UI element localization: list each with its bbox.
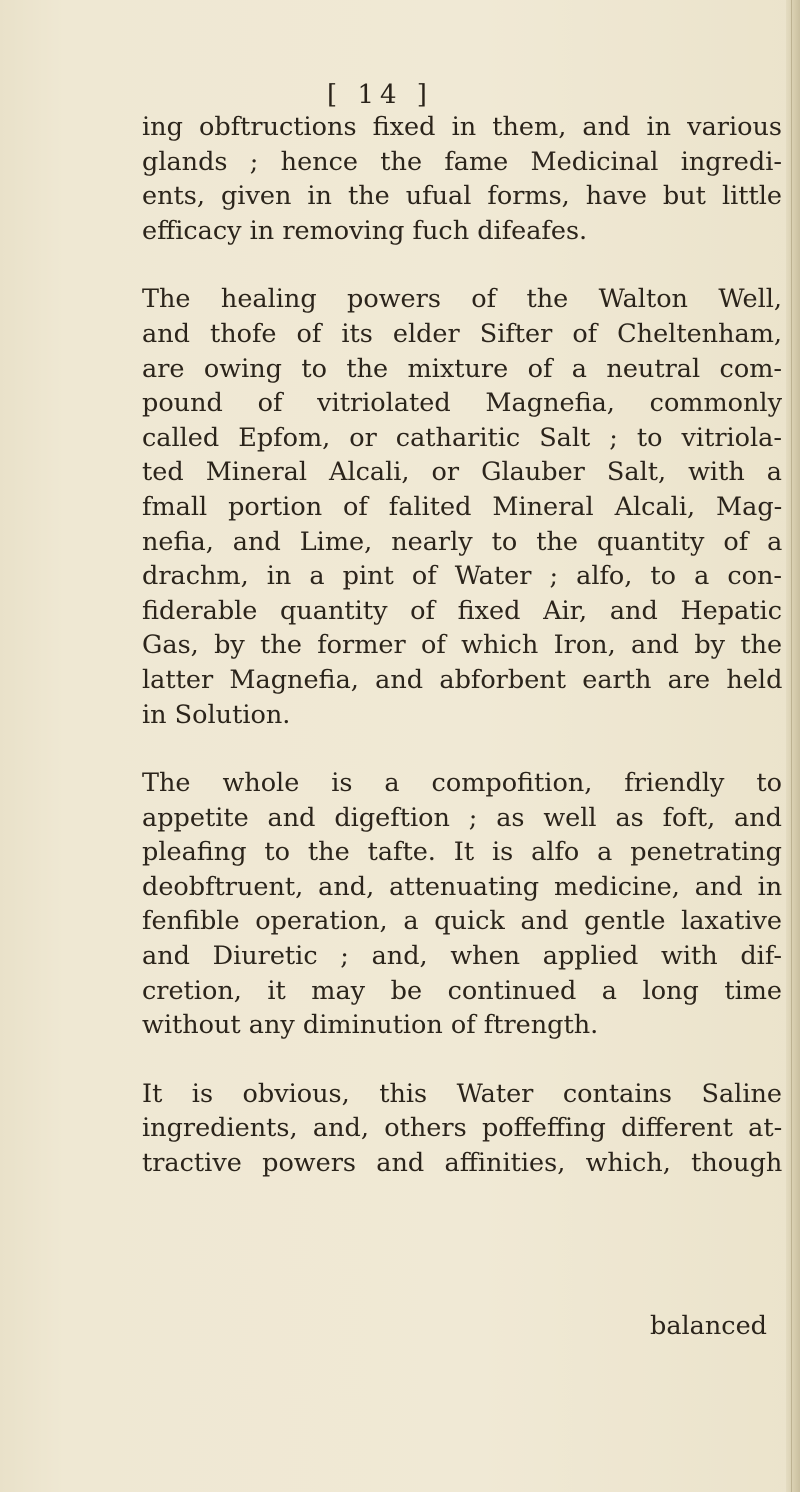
text-line: fmall portion of falited Mineral Alcali, Mag- [142, 491, 783, 522]
text-line: are owing to the mixture of a neutral com- [142, 353, 782, 384]
paragraph-2 [142, 282, 782, 732]
text-line: fiderable quantity of fixed Air, and Hepatic [142, 595, 782, 626]
text-line: tractive powers and affinities, which, though [142, 1148, 783, 1179]
text-line: pleafing to the tafte. It is alfo a penetrating [142, 837, 782, 868]
text-line: glands ; hence the fame Medicinal ingredi- [142, 146, 782, 177]
text-line: ents, given in the ufual forms, have but little [142, 181, 782, 212]
text-line: and thofe of its elder Sifter of Cheltenham, [142, 318, 782, 349]
text-line: The whole is a compofition, friendly to [142, 768, 782, 799]
text-line: deobftruent, and, attenuating medicine, and in [142, 871, 783, 902]
text-line: cretion, it may be continued a long time [142, 975, 782, 1006]
page-edge [786, 0, 800, 1492]
text-line: called Epfom, or catharitic Salt ; to vitriola- [142, 422, 782, 453]
text-line: without any diminution of ftrength. [142, 1010, 599, 1041]
text-line: efficacy in removing fuch difeafes. [142, 215, 588, 246]
catchword: balanced [650, 1311, 768, 1341]
text-line: The healing powers of the Walton Well, [142, 284, 782, 315]
text-line: latter Magnefia, and abforbent earth are held [142, 664, 783, 695]
text-line: nefia, and Lime, nearly to the quantity of a [142, 526, 783, 557]
text-line: Gas, by the former of which Iron, and by the [142, 630, 783, 661]
text-line: appetite and digeftion ; as well as foft, and [142, 802, 782, 833]
page-number: [ 14 ] [327, 80, 433, 110]
text-line: ing obftructions fixed in them, and in various [142, 112, 782, 142]
text-line: It is obvious, this Water contains Saline [142, 1078, 782, 1109]
page-edge-line [791, 0, 792, 1492]
text-line: pound of vitriolated Magnefia, commonly [142, 388, 782, 419]
text-line: ingredients, and, others poffeffing different at- [142, 1113, 783, 1144]
text-line: fenfible operation, a quick and gentle laxative [142, 906, 782, 937]
text-line: ted Mineral Alcali, or Glauber Salt, with a [142, 457, 782, 488]
text-line: and Diuretic ; and, when applied with dif- [142, 941, 782, 972]
body-text [142, 110, 782, 1181]
paragraph-4 [142, 1077, 782, 1181]
paragraph-3 [142, 766, 782, 1043]
text-line: in Solution. [142, 699, 291, 730]
text-line: drachm, in a pint of Water ; alfo, to a con- [142, 561, 782, 592]
paragraph-1 [142, 110, 782, 248]
